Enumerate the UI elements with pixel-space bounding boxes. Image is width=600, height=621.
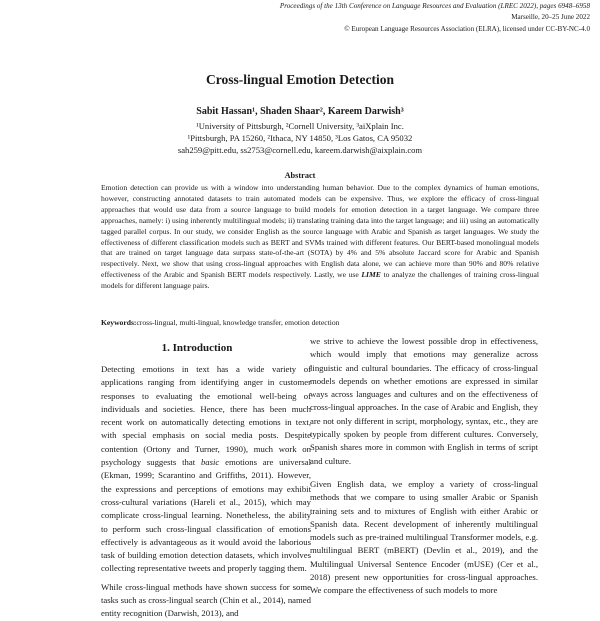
intro-paragraph-2: While cross-lingual methods have shown success for some tasks such as cross-lingual search (Chin et al., 2014), named entity recognition (Darwish, 2013), and — [101, 581, 311, 619]
right-paragraph-2: Given English data, we employ a variety of cross-lingual methods that we compare to using smaller Arabic or Spanish training sets and to mixtures of English with either Arabic or Spanish data. Recent development of inherently multilingual models such as pre-trained multilingual Transformer models, e.g. multilingual BERT (mBERT) (Devlin et al., 2019), and the Multilingual Universal Sentence Encoder (mUSE) (Cer et al., 2018) present new opportunities for cross-lingual approaches. We compare the effectiveness of such models to more — [310, 478, 538, 596]
paper-title: Cross-lingual Emotion Detection — [206, 72, 394, 87]
venue-line: Marseille, 20–25 June 2022 — [511, 13, 590, 22]
intro-p1-text-end: emotions are universal (Ekman, 1999; Scarantino and Griffiths, 2011). However, the expressions and perceptions of emotions may exhibit cross-cultural variations (Hareli et al., 2015), which may complicate cross-lingual learning. Nonetheless, the ability to perform such cross-lingual classification of emotions effectively is advantageous as it would avoid the laborious task of building emotion detection datasets, which involves collecting representative tweets and properly tagging them. — [101, 457, 312, 574]
affiliation-addresses: ¹Pittsburgh, PA 15260, ²Ithaca, NY 14850, ³Los Gatos, CA 95032 — [187, 133, 413, 143]
license-line: © European Language Resources Association (ELRA), licensed under CC-BY-NC-4.0 — [344, 24, 590, 33]
affiliation-institutions: ¹University of Pittsburgh, ²Cornell University, ³aiXplain Inc. — [196, 121, 404, 131]
right-column — [310, 335, 538, 598]
author-list: Sabit Hassan¹, Shaden Shaar², Kareem Darwish³ — [196, 106, 404, 117]
abstract-body — [101, 183, 539, 292]
abstract-text: Emotion detection can provide us with a window into understanding human behavior. Due to the complex dynamics of human emotions, however, constructing annotated datasets to train automated models can be expensive. Thus, we explore the efficacy of cross-lingual approaches that would use data from a source language to build models for emotion detection in a target language. We compare three approaches, namely: i) using inherently multilingual models; ii) translating training data into the target language; and iii) using an automatically tagged parallel corpus. In our study, we consider English as the source language with Arabic and Spanish as target languages. We study the effectiveness of different classification models such as BERT and SVMs trained with different features. Our BERT-based monolingual models that are trained on target language data surpass state-of-the-art (SOTA) by 4% and 5% absolute Jaccard score for Arabic and Spanish respectively. Next, we show that using cross-lingual approaches with English data alone, we can achieve more than 90% and 80% relative effectiveness of the Arabic and Spanish BERT models respectively. Lastly, we use — [101, 183, 539, 280]
proceedings-line: Proceedings of the 13th Conference on Language Resources and Evaluation (LREC 2022), pages 6948–6958 — [279, 2, 590, 10]
keywords-text: cross-lingual, multi-lingual, knowledge transfer, emotion detection — [136, 318, 340, 327]
abstract-text-end: to analyze the challenges of training cross-lingual models for different language pairs. — [101, 270, 539, 291]
author-emails: sah259@pitt.edu, ss2753@cornell.edu, kareem.darwish@aixplain.com — [177, 145, 423, 155]
keywords-label: Keywords: — [101, 318, 137, 327]
conference-header — [280, 1, 590, 35]
basic-emphasis: basic — [200, 457, 220, 468]
section-heading-introduction: 1. Introduction — [161, 342, 233, 354]
intro-p1-text: Detecting emotions in text has a wide variety of applications ranging from identifying anger in customer responses to evaluating the emotional well-being of individuals and societies. Hence, there has been much recent work on automatically detecting emotions in text, with special emphasis on social media posts. Despite contention (Ortony and Turner, 1990), much work on psychology suggests that — [101, 364, 311, 468]
abstract-heading: Abstract — [284, 171, 316, 180]
keywords-line — [101, 318, 339, 327]
intro-paragraph-1 — [101, 363, 311, 576]
lime-term: LIME — [361, 270, 381, 280]
left-column — [101, 363, 311, 621]
right-paragraph-1: we strive to achieve the lowest possible drop in effectiveness, which would imply that emotions may generalize across linguistic and cultural boundaries. The efficacy of cross-lingual models depends on whether emotions are expressed in similar ways across languages and cultures and on the effectiveness of cross-lingual approaches. In the case of Arabic and English, they are not only different in script, morphology, syntax, etc., they are typically spoken by people from different cultures. Conversely, Spanish shares more in common with English in terms of script and culture. — [310, 336, 538, 466]
